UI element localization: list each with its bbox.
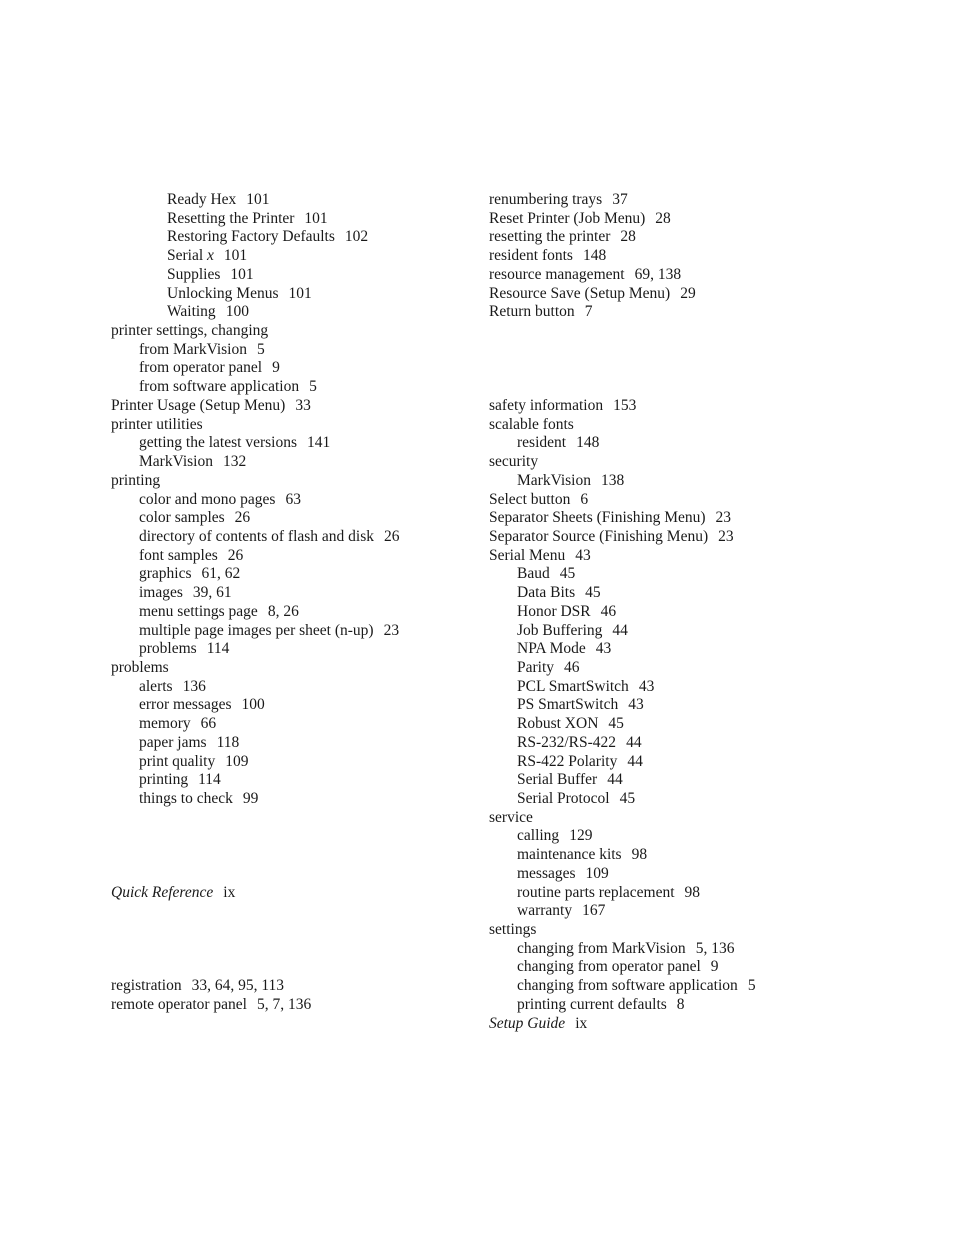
index-entry bbox=[489, 547, 869, 566]
index-subentry bbox=[489, 958, 869, 977]
index-entry bbox=[489, 453, 869, 472]
index-subentry bbox=[489, 565, 869, 584]
index-entry bbox=[489, 266, 869, 285]
index-term: remote operator panel bbox=[111, 995, 247, 1013]
index-term: renumbering trays bbox=[489, 191, 603, 208]
index-page-ref: 61, 62 bbox=[201, 565, 241, 583]
index-term: Serial bbox=[167, 247, 208, 265]
index-entry bbox=[489, 509, 869, 528]
index-term: security bbox=[489, 453, 539, 471]
index-term: from operator panel bbox=[139, 359, 263, 377]
index-subentry bbox=[489, 902, 869, 921]
index-subentry bbox=[111, 434, 471, 453]
index-page-ref: 44 bbox=[626, 733, 642, 751]
index-page-ref: 101 bbox=[304, 209, 328, 227]
index-page-ref: 44 bbox=[607, 771, 623, 789]
index-subentry bbox=[489, 622, 869, 641]
index-page-ref: 102 bbox=[344, 228, 369, 246]
index-page-ref: 43 bbox=[628, 696, 644, 714]
index-term: printing bbox=[139, 771, 189, 789]
index-subentry bbox=[111, 565, 471, 584]
index-page-ref: 45 bbox=[608, 715, 624, 733]
index-entry bbox=[489, 303, 869, 322]
index-page-ref: ix bbox=[575, 1014, 588, 1032]
index-term: registration bbox=[111, 977, 182, 995]
index-subentry bbox=[489, 865, 869, 884]
index-spacer bbox=[111, 827, 471, 846]
index-entry bbox=[489, 921, 869, 940]
index-page-ref: 29 bbox=[680, 284, 696, 302]
index-spacer bbox=[489, 341, 869, 360]
index-entry bbox=[111, 472, 471, 491]
index-page-ref: 44 bbox=[627, 752, 643, 770]
index-subentry bbox=[489, 790, 869, 809]
index-page-ref: 45 bbox=[619, 790, 636, 807]
index-page-ref: 136 bbox=[182, 677, 206, 695]
index-subentry bbox=[489, 678, 869, 697]
index-page-ref: 100 bbox=[225, 303, 249, 321]
index-page-ref: 132 bbox=[222, 453, 247, 471]
index-subentry bbox=[111, 734, 471, 753]
index-entry bbox=[489, 491, 869, 510]
index-term: directory of contents of flash and disk bbox=[139, 527, 375, 545]
index-term: Reset Printer (Job Menu) bbox=[489, 209, 646, 227]
index-page-ref: 98 bbox=[631, 846, 648, 864]
index-term: RS-422 Polarity bbox=[517, 752, 618, 770]
index-term: Serial Protocol bbox=[517, 790, 610, 807]
index-entry bbox=[489, 1015, 869, 1034]
index-page-ref: 26 bbox=[234, 509, 251, 527]
index-term: Job Buffering bbox=[517, 621, 603, 639]
index-entry bbox=[489, 397, 869, 416]
index-spacer bbox=[111, 940, 471, 959]
index-page-ref: 5, 7, 136 bbox=[257, 995, 312, 1013]
index-term: getting the latest versions bbox=[139, 434, 297, 452]
index-page-ref: 141 bbox=[306, 434, 331, 452]
index-page-ref: 100 bbox=[241, 696, 265, 714]
index-entry bbox=[489, 809, 869, 828]
index-term: Ready Hex bbox=[167, 191, 237, 208]
index-page-ref: 129 bbox=[569, 827, 593, 845]
index-entry bbox=[489, 191, 869, 210]
index-subentry bbox=[489, 977, 869, 996]
index-term: menu settings page bbox=[139, 602, 258, 620]
index-subentry bbox=[111, 210, 471, 229]
index-page-ref: 109 bbox=[225, 752, 249, 770]
index-page-ref: 114 bbox=[198, 771, 221, 789]
index-page-ref: 26 bbox=[384, 527, 400, 545]
index-term: Restoring Factory Defaults bbox=[167, 228, 335, 246]
index-page-ref: 101 bbox=[230, 265, 254, 283]
index-page-ref: 148 bbox=[576, 434, 600, 452]
index-entry bbox=[111, 659, 471, 678]
index-term: printing bbox=[111, 471, 161, 489]
index-term-italic: Quick Reference bbox=[111, 883, 214, 901]
index-entry bbox=[489, 247, 869, 266]
index-subentry bbox=[111, 509, 471, 528]
index-page-ref: 6 bbox=[580, 490, 589, 508]
index-spacer bbox=[111, 921, 471, 940]
index-subentry bbox=[111, 640, 471, 659]
index-term: Data Bits bbox=[517, 584, 576, 602]
index-page-ref: ix bbox=[223, 883, 236, 901]
index-term: Robust XON bbox=[517, 715, 599, 733]
index-term: changing from MarkVision bbox=[517, 939, 686, 957]
index-subentry bbox=[489, 715, 869, 734]
index-term: changing from operator panel bbox=[517, 958, 701, 976]
index-subentry bbox=[489, 940, 869, 959]
index-subentry bbox=[489, 827, 869, 846]
index-page-ref: 23 bbox=[718, 527, 734, 545]
index-page-ref: 43 bbox=[638, 677, 655, 695]
index-entry bbox=[111, 996, 471, 1015]
index-page-ref: 109 bbox=[585, 864, 609, 882]
index-page-ref: 7 bbox=[584, 303, 593, 321]
index-spacer bbox=[111, 846, 471, 865]
index-term: things to check bbox=[139, 790, 233, 807]
index-entry bbox=[489, 285, 869, 304]
index-page-ref: 46 bbox=[564, 658, 580, 676]
index-term: Serial Buffer bbox=[517, 771, 598, 789]
index-subentry bbox=[111, 753, 471, 772]
index-spacer bbox=[489, 378, 869, 397]
index-subentry bbox=[111, 491, 471, 510]
index-term: images bbox=[139, 584, 183, 602]
index-subentry bbox=[111, 247, 471, 266]
index-subentry bbox=[111, 228, 471, 247]
index-entry bbox=[111, 397, 471, 416]
index-term: graphics bbox=[139, 565, 192, 583]
index-spacer bbox=[111, 902, 471, 921]
index-term: resident fonts bbox=[489, 247, 573, 265]
index-term: PS SmartSwitch bbox=[517, 696, 619, 714]
index-subentry bbox=[111, 790, 471, 809]
index-term: print quality bbox=[139, 752, 216, 770]
index-page-ref: 23 bbox=[383, 621, 400, 639]
index-term: printer utilities bbox=[111, 415, 203, 433]
index-page-ref: 39, 61 bbox=[192, 584, 232, 602]
index-term-italic: x bbox=[207, 247, 214, 265]
index-term: safety information bbox=[489, 396, 604, 414]
index-term: from software application bbox=[139, 378, 300, 396]
index-subentry bbox=[111, 622, 471, 641]
index-spacer bbox=[111, 865, 471, 884]
index-entry bbox=[111, 322, 471, 341]
index-page-ref: 114 bbox=[206, 640, 230, 658]
index-term: Baud bbox=[517, 565, 550, 583]
index-column-right bbox=[489, 191, 869, 1033]
index-term: Resetting the Printer bbox=[167, 209, 295, 227]
index-page-ref: 43 bbox=[595, 640, 612, 658]
index-entry bbox=[111, 884, 471, 903]
index-term: maintenance kits bbox=[517, 846, 622, 864]
index-subentry bbox=[111, 378, 471, 397]
index-page-ref: 5 bbox=[309, 378, 317, 396]
index-term: font samples bbox=[139, 546, 218, 564]
index-term: color samples bbox=[139, 509, 225, 527]
index-term: Separator Source (Finishing Menu) bbox=[489, 527, 709, 545]
index-term: Select button bbox=[489, 490, 571, 508]
index-page-ref: 45 bbox=[559, 565, 576, 583]
index-term: MarkVision bbox=[139, 453, 213, 471]
index-term: NPA Mode bbox=[517, 640, 586, 658]
index-subentry bbox=[111, 266, 471, 285]
index-subentry bbox=[111, 191, 471, 210]
index-term: messages bbox=[517, 864, 576, 882]
index-page-ref: 23 bbox=[715, 509, 732, 527]
index-term: Honor DSR bbox=[517, 602, 591, 620]
index-entry bbox=[489, 228, 869, 247]
index-subentry bbox=[489, 584, 869, 603]
index-subentry bbox=[111, 341, 471, 360]
index-subentry bbox=[489, 734, 869, 753]
index-subentry bbox=[111, 359, 471, 378]
index-subentry bbox=[489, 884, 869, 903]
index-page-ref: 33 bbox=[295, 396, 311, 414]
index-subentry bbox=[111, 715, 471, 734]
index-page-ref: 33, 64, 95, 113 bbox=[191, 977, 285, 995]
index-page-ref: 101 bbox=[288, 284, 312, 302]
index-page-ref: 118 bbox=[216, 733, 240, 751]
index-subentry bbox=[111, 771, 471, 790]
index-page-ref: 28 bbox=[620, 228, 636, 246]
index-page-ref: 5, 136 bbox=[695, 939, 735, 957]
index-term: Serial Menu bbox=[489, 546, 566, 564]
index-subentry bbox=[111, 285, 471, 304]
index-subentry bbox=[111, 303, 471, 322]
index-term: PCL SmartSwitch bbox=[517, 677, 629, 695]
index-spacer bbox=[111, 809, 471, 828]
index-term: settings bbox=[489, 921, 537, 939]
index-page-ref: 5 bbox=[257, 340, 265, 358]
index-page-ref: 69, 138 bbox=[634, 265, 682, 283]
index-term: alerts bbox=[139, 677, 173, 695]
index-subentry bbox=[489, 434, 869, 453]
index-term: Unlocking Menus bbox=[167, 284, 279, 302]
index-page-ref: 45 bbox=[585, 584, 601, 602]
index-page-ref: 9 bbox=[272, 359, 280, 377]
index-term: problems bbox=[111, 658, 169, 676]
index-subentry bbox=[111, 547, 471, 566]
index-page-ref: 9 bbox=[710, 958, 719, 976]
index-subentry bbox=[111, 528, 471, 547]
index-subentry bbox=[489, 640, 869, 659]
index-page-ref: 148 bbox=[582, 247, 607, 265]
index-subentry bbox=[489, 846, 869, 865]
index-subentry bbox=[111, 453, 471, 472]
index-page-ref: 5 bbox=[747, 977, 756, 995]
index-entry bbox=[111, 416, 471, 435]
index-entry bbox=[111, 977, 471, 996]
index-term: problems bbox=[139, 640, 197, 658]
index-subentry bbox=[111, 678, 471, 697]
index-page-ref: 138 bbox=[600, 471, 625, 489]
index-term: Separator Sheets (Finishing Menu) bbox=[489, 509, 706, 527]
index-subentry bbox=[489, 659, 869, 678]
index-term: changing from software application bbox=[517, 977, 738, 995]
index-page-ref: 8 bbox=[676, 995, 685, 1013]
index-spacer bbox=[111, 958, 471, 977]
index-page-ref: 28 bbox=[655, 209, 671, 227]
index-term: multiple page images per sheet (n-up) bbox=[139, 621, 374, 639]
index-subentry bbox=[489, 771, 869, 790]
index-page-ref: 167 bbox=[582, 902, 606, 920]
index-subentry bbox=[489, 696, 869, 715]
index-term: MarkVision bbox=[517, 471, 591, 489]
index-term: error messages bbox=[139, 696, 232, 714]
index-term: paper jams bbox=[139, 733, 207, 751]
index-term: printer settings, changing bbox=[111, 322, 269, 340]
index-page-ref: 63 bbox=[285, 490, 301, 508]
index-page-ref: 98 bbox=[684, 883, 701, 901]
index-term: printing current defaults bbox=[517, 995, 667, 1013]
index-page-ref: 37 bbox=[612, 191, 628, 208]
index-term: Printer Usage (Setup Menu) bbox=[111, 396, 286, 414]
index-term: calling bbox=[517, 827, 560, 845]
index-term: color and mono pages bbox=[139, 490, 276, 508]
index-term: Waiting bbox=[167, 303, 216, 321]
index-subentry bbox=[111, 696, 471, 715]
index-term: Parity bbox=[517, 658, 555, 676]
index-subentry bbox=[111, 603, 471, 622]
index-term: resident bbox=[517, 434, 567, 452]
index-term: from MarkVision bbox=[139, 340, 247, 358]
index-page-ref: 153 bbox=[613, 396, 637, 414]
index-term: RS-232/RS-422 bbox=[517, 733, 617, 751]
index-page-ref: 43 bbox=[575, 546, 591, 564]
index-subentry bbox=[489, 472, 869, 491]
index-term: resetting the printer bbox=[489, 228, 611, 246]
index-entry bbox=[489, 210, 869, 229]
index-column-left bbox=[111, 191, 471, 1015]
index-term: memory bbox=[139, 715, 191, 733]
index-subentry bbox=[489, 603, 869, 622]
index-subentry bbox=[489, 996, 869, 1015]
index-page-ref: 8, 26 bbox=[267, 602, 299, 620]
index-page-ref: 26 bbox=[227, 546, 244, 564]
index-page-ref: 101 bbox=[246, 191, 270, 208]
index-spacer bbox=[489, 322, 869, 341]
index-page-ref: 99 bbox=[242, 790, 259, 807]
index-term: warranty bbox=[517, 902, 573, 920]
index-page-ref: 66 bbox=[200, 715, 217, 733]
index-page-ref: 101 bbox=[223, 247, 248, 265]
index-term: routine parts replacement bbox=[517, 883, 675, 901]
index-term: Resource Save (Setup Menu) bbox=[489, 284, 671, 302]
index-term: Supplies bbox=[167, 265, 221, 283]
index-term: Return button bbox=[489, 303, 575, 321]
index-entry bbox=[489, 416, 869, 435]
index-subentry bbox=[489, 753, 869, 772]
index-page-ref: 46 bbox=[600, 602, 617, 620]
index-subentry bbox=[111, 584, 471, 603]
index-entry bbox=[489, 528, 869, 547]
index-term-italic: Setup Guide bbox=[489, 1014, 566, 1032]
index-term: resource management bbox=[489, 265, 625, 283]
index-term: service bbox=[489, 808, 533, 826]
index-term: scalable fonts bbox=[489, 415, 574, 433]
index-spacer bbox=[489, 359, 869, 378]
index-page-ref: 44 bbox=[612, 621, 628, 639]
